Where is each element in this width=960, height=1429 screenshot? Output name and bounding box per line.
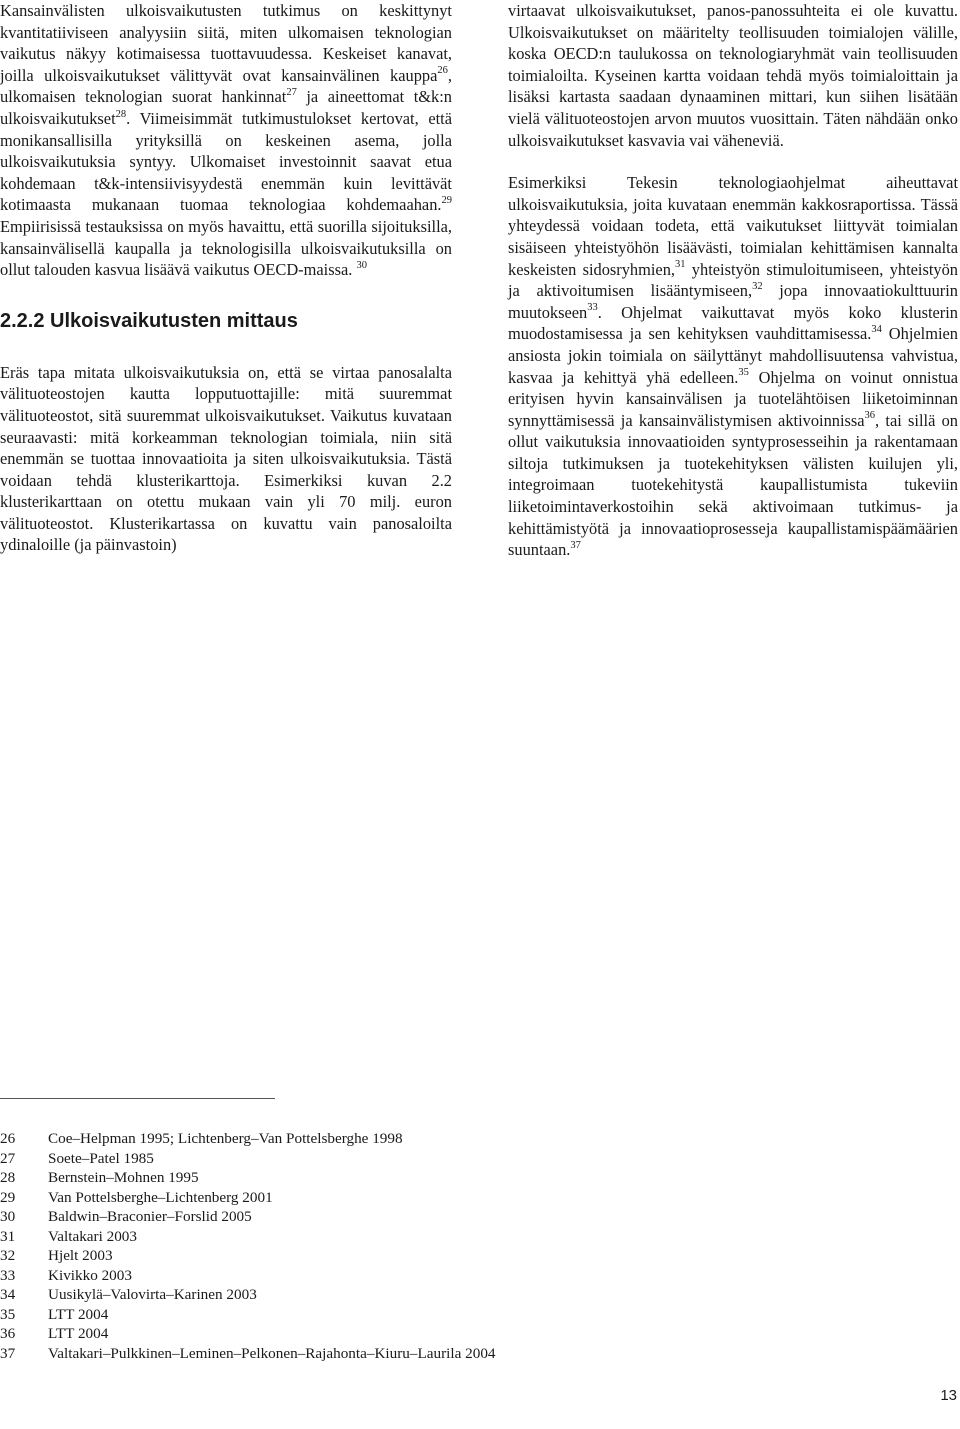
footnote-ref: 32 — [752, 280, 763, 292]
footnote-text: Coe–Helpman 1995; Lichtenberg–Van Pottelsberghe 1998 — [48, 1130, 403, 1147]
footnote-item — [0, 1227, 496, 1247]
footnote-item — [0, 1344, 496, 1364]
footnote-ref: 34 — [871, 323, 882, 335]
left-paragraph-1: Kansainvälisten ulkoisvaikutusten tutkimus on keskittynyt kvantitatiiviseen analyysiin siitä, miten ulkomaisen teknologian vaikutus näkyy kotimaisessa tuottavuudessa. Keskeiset kanavat, joilla ulkoisvaikutukset välittyvät ovat kansainvälinen kauppa$^{26}$, ulkomaisen teknologian suorat hankinnat$^{27}$ ja aineettomat t&k:n ulkoisvaikutukset$^{28}$. Viimeisimmät tutkimustulokset kertovat, että monikansallisilla yrityksillä on keskeinen asema, jolla ulkoisvaikutuksia syntyy. Ulkomaiset investoinnit saavat etua kohdemaan t&k-intensiivisyydestä enemmän kuin levittävät kotimaasta mukanaan tuomaa teknologiaa kohdemaahan.$^{29}$ Empiirisissä testauksissa on myös havaittu, että suorilla sijoituksilla, kansainvälisellä kaupalla ja teknologisilla ulkoisvaikutuksilla on ollut talouden kasvua lisäävä vaikutus OECD-maissa. $^{30}$ — [0, 1, 453, 280]
footnote-item — [0, 1266, 496, 1286]
footnote-ref: 28 — [115, 108, 127, 120]
footnote-number: 31 — [0, 1227, 16, 1245]
footnote-number: 30 — [0, 1208, 16, 1225]
footnote-number: 27 — [0, 1149, 16, 1167]
footnote-number: 35 — [0, 1305, 16, 1323]
left-paragraph-2: Eräs tapa mitata ulkoisvaikutuksia on, että se virtaa panosalalta välituoteostojen kautta lopputuottajille: mitä suuremmat välituoteostot, sitä suuremmat ulkoisvaikutukset. Vaikutus kuvataan seuraavasti: mitä korkeamman teknologian toimiala, niin sitä enemmän se tuottaa innovaatioita ja siten ulkoisvaikutuksia. Tästä voidaan tehdä klusterikarttoja. Esimerkiksi kuvan 2.2 klusterikarttaan on otettu mukaan vain yli 70 milj. euron välituoteostot. Klusterikartassa on kuvattu vain panosaloilta ydinaloille (ja päinvastoin) — [0, 362, 452, 555]
footnotes — [0, 1129, 496, 1363]
footnote-item — [0, 1324, 496, 1344]
section-heading: 2.2.2 Ulkoisvaikutusten mittaus — [0, 309, 298, 332]
footnote-item — [0, 1149, 496, 1169]
footnote-number: 33 — [0, 1266, 16, 1284]
footnote-number: 26 — [0, 1130, 16, 1147]
footnote-item — [0, 1285, 496, 1305]
footnote-text: Soete–Patel 1985 — [48, 1149, 154, 1167]
right-paragraph-1: virtaavat ulkoisvaikutukset, panos-panossuhteita ei ole kuvattu. Ulkoisvaikutukset on määritelty teollisuuden toimialojen välille, koska OECD:n taulukossa on teknologiaryhmät vain teollisuuden toimialoilta. Kyseinen kartta voidaan tehdä myös toimialoittain ja lisäksi kartasta saadaan dynaaminen mittari, kun siihen lisätään vielä välituoteostojen arvon muutos vuosittain. Täten nähdään onko ulkoisvaikutukset kasvavia vai väheneviä. — [508, 1, 958, 150]
footnote-text: Valtakari 2003 — [48, 1227, 137, 1245]
right-column — [508, 0, 958, 561]
footnote-item — [0, 1207, 496, 1227]
footnote-text: Hjelt 2003 — [48, 1247, 113, 1264]
footnote-ref: 35 — [738, 367, 749, 379]
footnote-ref: 31 — [675, 259, 686, 271]
footnote-ref: 36 — [864, 410, 876, 422]
footnote-ref: 30 — [356, 259, 367, 271]
footnote-text: Baldwin–Braconier–Forslid 2005 — [48, 1208, 252, 1225]
footnote-ref: 37 — [570, 539, 581, 551]
footnote-item — [0, 1129, 496, 1149]
right-paragraph-2: Esimerkiksi Tekesin teknologiaohjelmat aiheuttavat ulkoisvaikutuksia, joita kuvataan enemmän kakkosraportissa. Tässä yhteydessä voidaan todeta, että vaikutukset liittyvät toimialan sisäiseen yhteistyöhön lisäävästi, toimialan kehittämisen kannalta keskeisten sidosryhmien,$^{31}$ yhteistyön stimuloitumiseen, yhteistyön ja aktivoitumisen lisääntymiseen,$^{32}$ jopa innovaatiokulttuurin muutokseen$^{33}$. Ohjelmat vaikuttavat myös koko klusterin muodostamisessa ja sen kehityksen vauhdittamisessa.$^{34}$ Ohjelmien ansiosta jokin toimiala on säilyttänyt mahdollisuutensa vahvistua, kasvaa ja kehittyä yhä edelleen.$^{35}$ Ohjelma on voinut onnistua erityisen hyvin kansainvälisen ja tuotelähtöisen liiketoiminnan synnyttämisessä ja kansainvälistymisen aktivoinnissa$^{36}$, tai sillä on ollut vaikutuksia innovaatioiden syntyprosesseihin ja rakentamaan siltoja tutkimuksen ja tuotekehityksen välisten kuilujen yli, integroimaan tuotekehitystä kaupallistumista tukeviin liiketoimintaverkostoihin sekä aktivoimaan tutkimus- ja kehittämistyötä ja innovaatioprosesseja kaupallistamispäämäärien suuntaan.$^{37}$ — [508, 173, 958, 560]
footnote-text: Kivikko 2003 — [48, 1266, 132, 1284]
footnote-number: 29 — [0, 1188, 16, 1206]
left-column — [0, 0, 452, 556]
footnote-ref: 26 — [437, 65, 448, 77]
footnote-number: 28 — [0, 1169, 16, 1186]
footnote-divider — [0, 1098, 275, 1099]
footnote-text: Uusikylä–Valovirta–Karinen 2003 — [48, 1286, 257, 1303]
footnote-ref: 29 — [441, 194, 452, 206]
footnote-number: 32 — [0, 1247, 16, 1264]
footnote-text: Bernstein–Mohnen 1995 — [48, 1169, 199, 1186]
footnote-text: LTT 2004 — [48, 1325, 109, 1342]
footnote-item — [0, 1188, 496, 1208]
footnote-number: 34 — [0, 1286, 16, 1303]
footnote-text: Van Pottelsberghe–Lichtenberg 2001 — [48, 1188, 273, 1206]
footnote-number: 36 — [0, 1325, 16, 1342]
footnote-text: LTT 2004 — [48, 1305, 109, 1323]
footnote-item — [0, 1305, 496, 1325]
footnote-item — [0, 1246, 496, 1266]
footnote-text: Valtakari–Pulkkinen–Leminen–Pelkonen–Rajahonta–Kiuru–Laurila 2004 — [48, 1344, 496, 1362]
footnote-item — [0, 1168, 496, 1188]
footnote-ref: 33 — [587, 302, 598, 314]
footnote-number: 37 — [0, 1344, 16, 1362]
footnote-ref: 27 — [286, 86, 297, 98]
page-number: 13 — [940, 1387, 957, 1404]
